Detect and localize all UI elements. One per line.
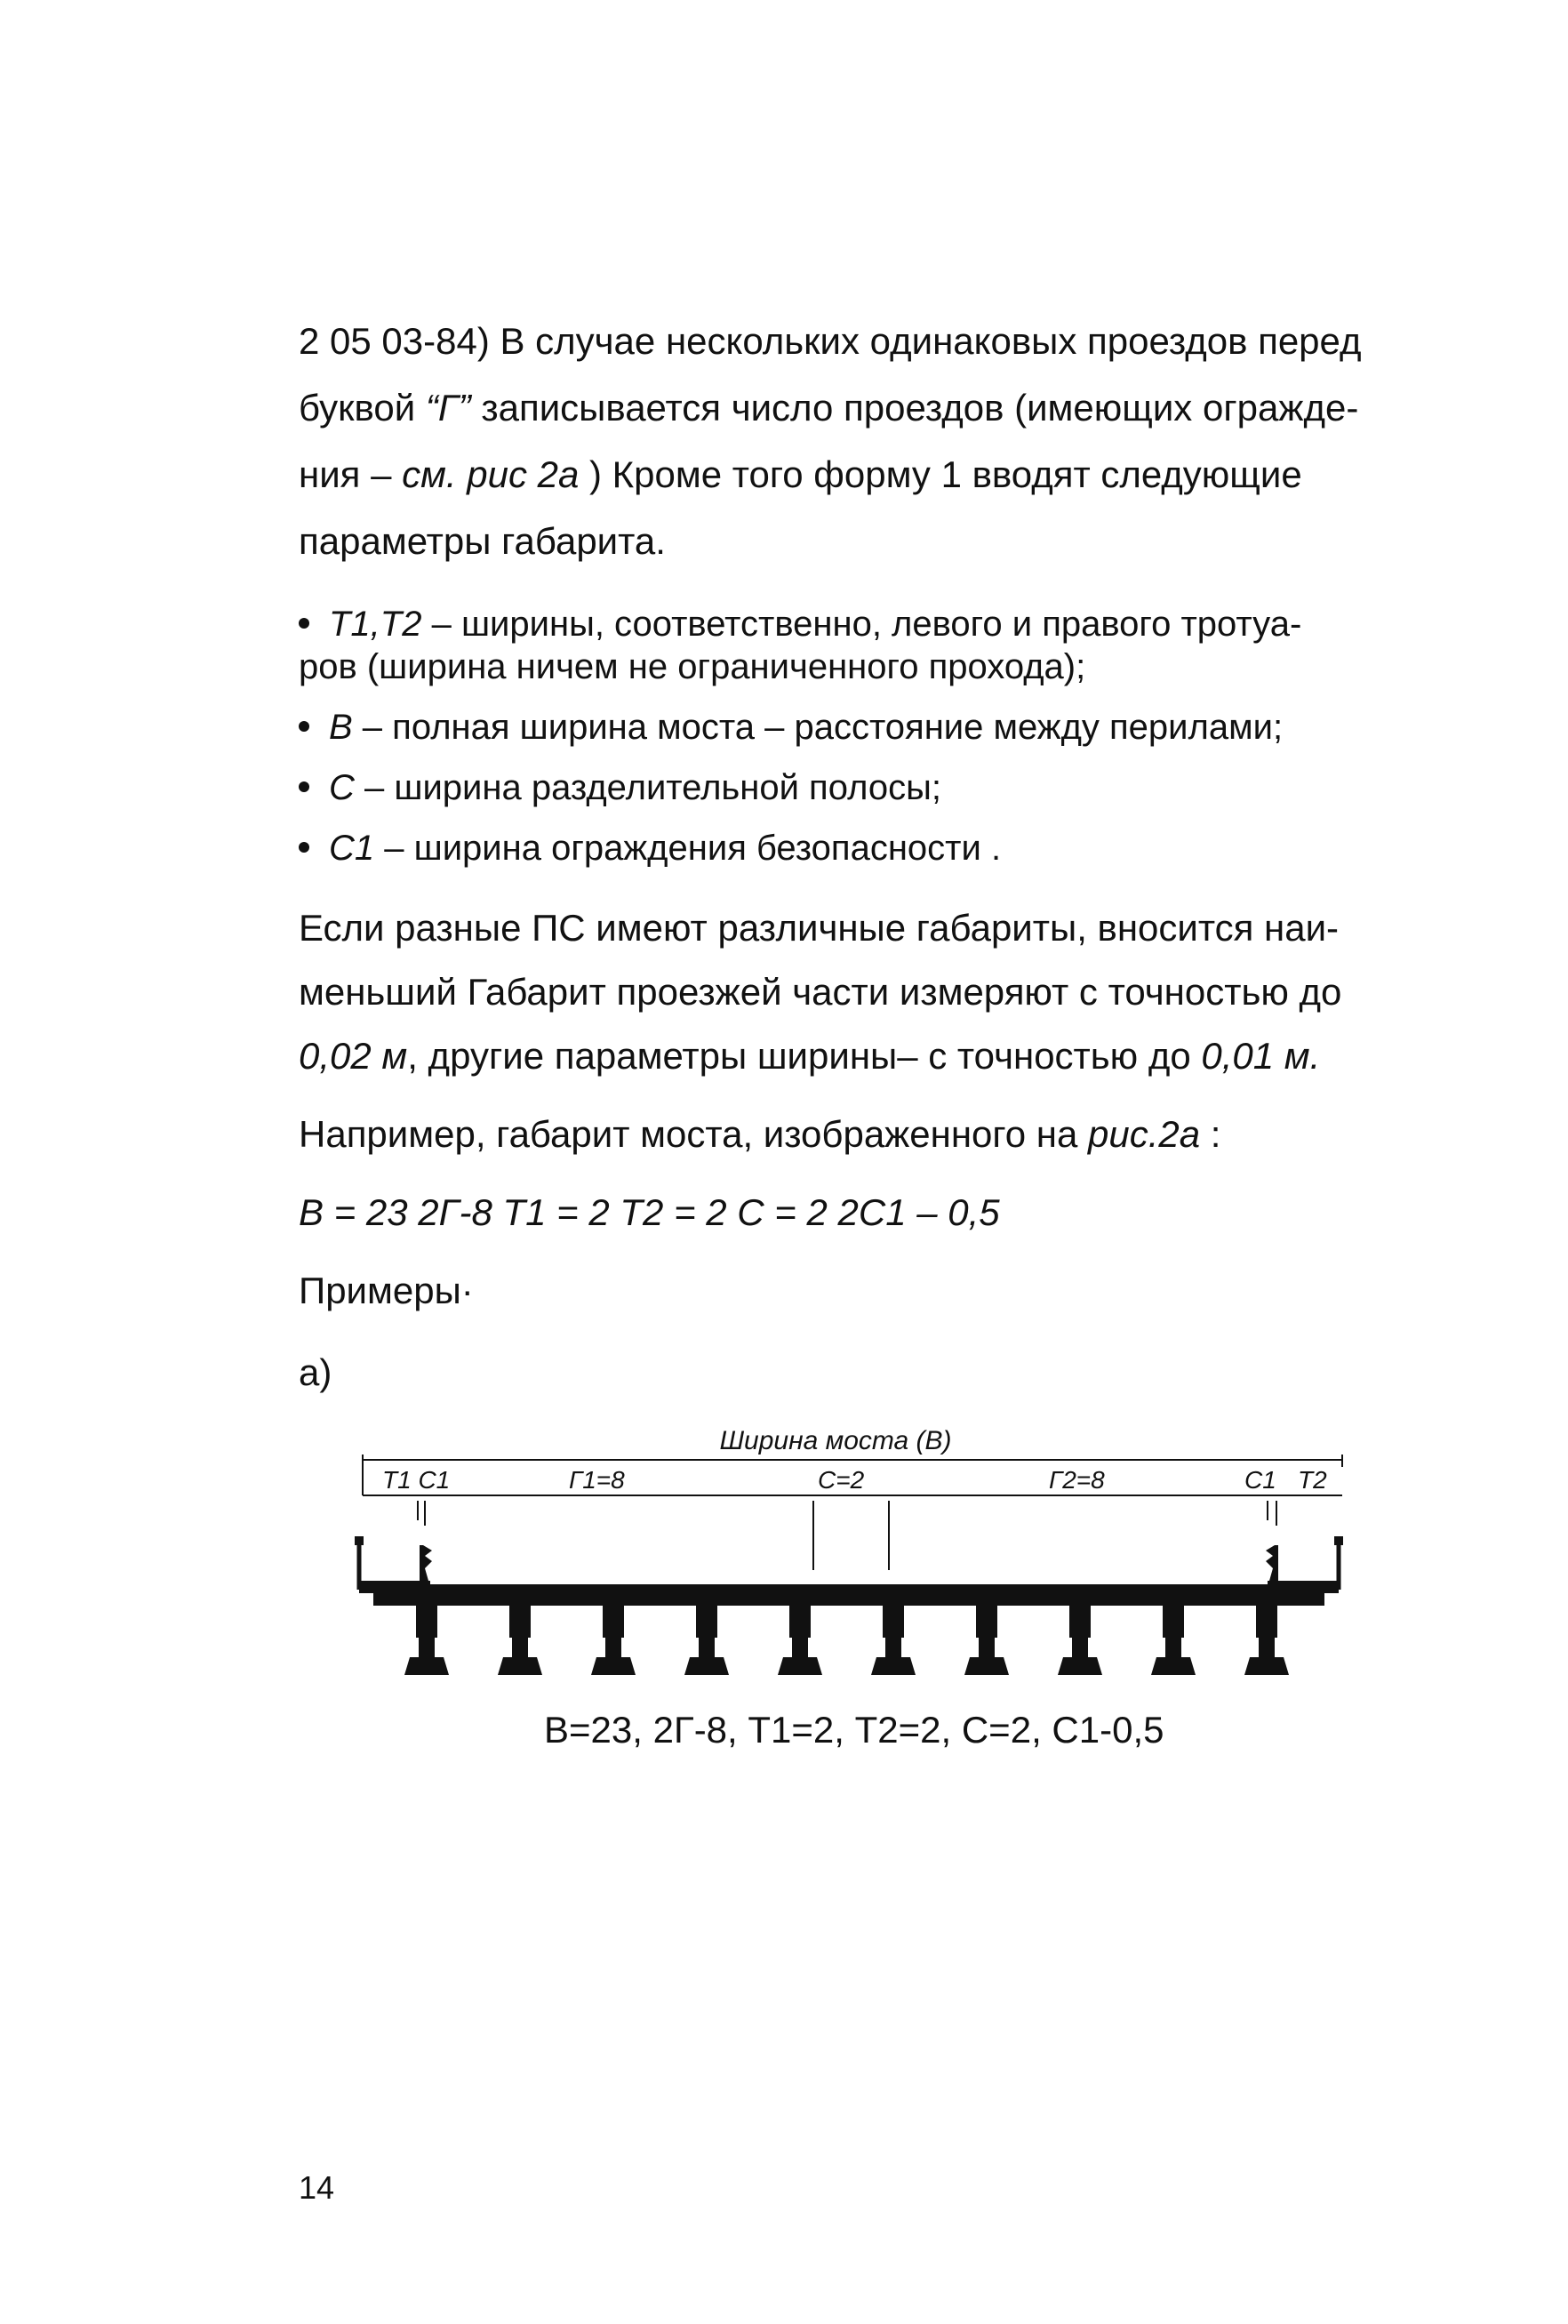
paragraph1-line4: параметры габарита. xyxy=(299,520,666,562)
examples-label: Примеры· xyxy=(299,1270,474,1311)
label-g2: Г2=8 xyxy=(1049,1466,1105,1494)
page-number: 14 xyxy=(299,2169,335,2206)
label-c1: С1 xyxy=(1244,1466,1276,1494)
paragraph2-line3: 0,02 м, другие параметры ширины– с точностью до 0,01 м. xyxy=(299,1035,1321,1077)
paragraph2-line1: Если разные ПС имеют различные габариты, вносится наи- xyxy=(299,907,1340,949)
example-sublabel: а) xyxy=(299,1351,332,1393)
bullet-t1t2: Т1,Т2 – ширины, соответственно, левого и правого тротуа- xyxy=(299,605,1301,645)
bullet-dot-icon xyxy=(299,618,309,629)
example-formula: В = 23 2Г-8 Т1 = 2 Т2 = 2 С = 2 2С1 – 0,5 xyxy=(299,1191,1000,1233)
bullet-dot-icon xyxy=(299,721,309,732)
bullet-c: С – ширина разделительной полосы; xyxy=(299,768,941,808)
safety-barrier-icons xyxy=(420,1545,1278,1581)
figure-caption: В=23, 2Г-8, Т1=2, Т2=2, С=2, С1-0,5 xyxy=(544,1709,1164,1751)
bullet-t1t2-continued: ров (ширина ничем не ограниченного прохода); xyxy=(299,647,1086,686)
paragraph1-line1: 2 05 03-84) В случае нескольких одинаковых проездов перед xyxy=(299,320,1362,362)
bullet-c1: С1 – ширина ограждения безопасности . xyxy=(299,829,1001,869)
label-t2: Т2 xyxy=(1298,1466,1327,1494)
figure-title: Ширина моста (В) xyxy=(719,1426,952,1455)
paragraph1-line2: буквой “Г” записывается число проездов (имеющих огражде- xyxy=(299,387,1359,429)
bullet-dot-icon xyxy=(299,781,309,792)
label-c: С=2 xyxy=(818,1466,865,1494)
paragraph2-line2: меньший Габарит проезжей части измеряют с точностью до xyxy=(299,971,1342,1013)
bullet-b: В – полная ширина моста – расстояние между перилами; xyxy=(299,708,1283,748)
bridge-deck xyxy=(359,1581,1339,1606)
division-ticks xyxy=(418,1501,1276,1570)
railing-icons xyxy=(355,1536,1343,1590)
paragraph1-line3: ния – см. рис 2а ) Кроме того форму 1 вводят следующие xyxy=(299,453,1302,495)
bullet-dot-icon xyxy=(299,842,309,853)
label-t1-c1: Т1 С1 xyxy=(382,1466,451,1494)
example-intro: Например, габарит моста, изображенного на рис.2а : xyxy=(299,1113,1221,1155)
bridge-girders xyxy=(404,1606,1289,1675)
label-g1: Г1=8 xyxy=(569,1466,625,1494)
bridge-cross-section-diagram xyxy=(347,1412,1351,1705)
